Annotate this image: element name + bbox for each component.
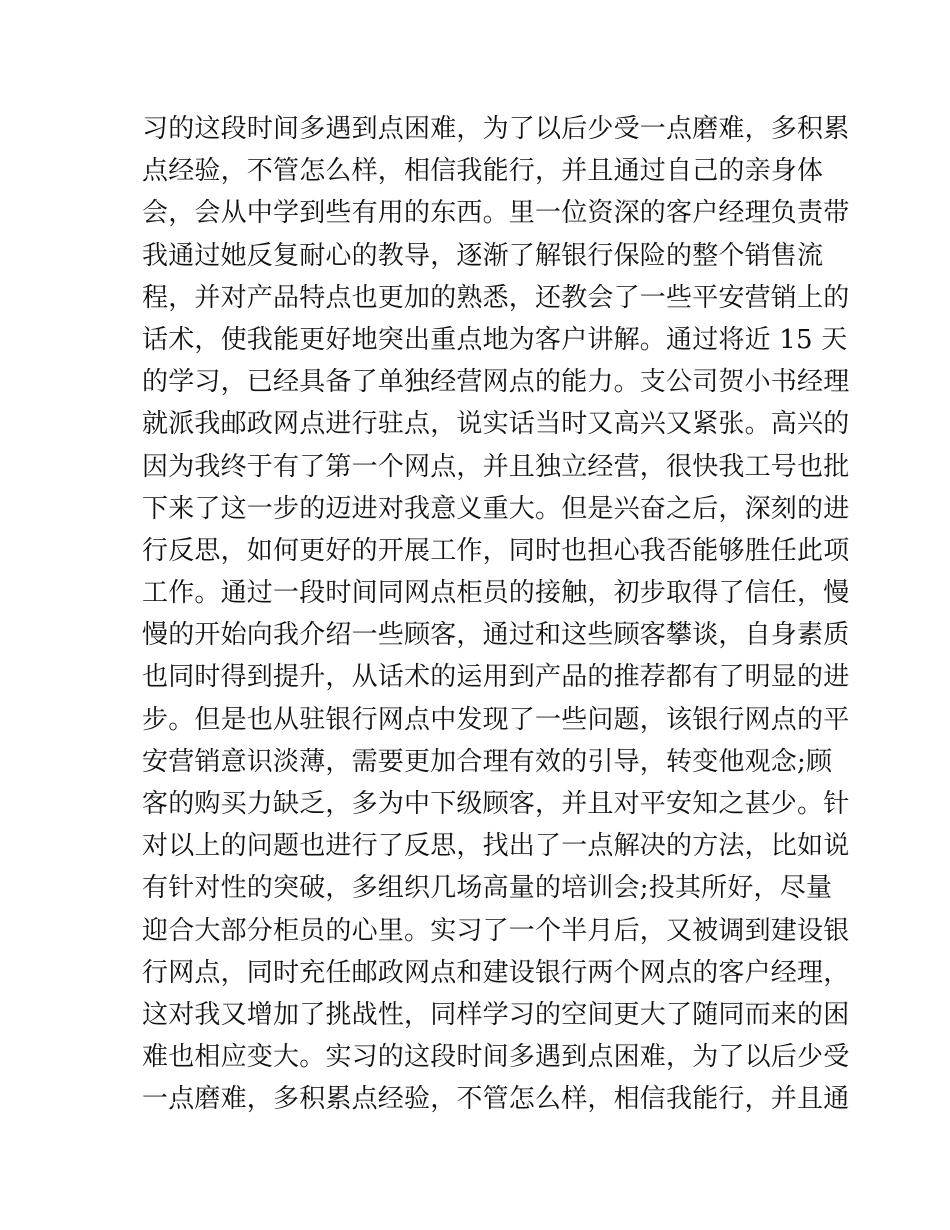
text-line: 工作。通过一段时间同网点柜员的接触，初步取得了信任，慢: [142, 578, 850, 609]
text-line: 习的这段时间多遇到点困难，为了以后少受一点磨难，多积累: [142, 114, 850, 144]
text-line: 行网点，同时充任邮政网点和建设银行两个网点的客户经理，: [142, 957, 850, 988]
document-body: [142, 108, 850, 1121]
text-line: 的学习，已经具备了单独经营网点的能力。支公司贺小书经理: [142, 367, 850, 398]
text-line: 因为我终于有了第一个网点，并且独立经营，很快我工号也批: [142, 451, 850, 482]
text-line: 也同时得到提升，从话术的运用到产品的推荐都有了明显的进: [142, 662, 850, 693]
text-line: 就派我邮政网点进行驻点，说实话当时又高兴又紧张。高兴的: [142, 409, 850, 440]
text-line: 会，会从中学到些有用的东西。里一位资深的客户经理负责带: [142, 198, 850, 229]
text-line: 难也相应变大。实习的这段时间多遇到点困难，为了以后少受: [142, 1042, 850, 1073]
text-line: 点经验，不管怎么样，相信我能行，并且通过自己的亲身体: [142, 156, 824, 187]
text-line: 这对我又增加了挑战性，同样学习的空间更大了随同而来的困: [142, 999, 850, 1030]
text-line: 一点磨难，多积累点经验，不管怎么样，相信我能行，并且通: [142, 1084, 850, 1115]
text-line: 慢的开始向我介绍一些顾客，通过和这些顾客攀谈，自身素质: [142, 620, 850, 651]
text-line: 客的购买力缺乏，多为中下级顾客，并且对平安知之甚少。针: [142, 789, 850, 819]
text-line: 行反思，如何更好的开展工作，同时也担心我否能够胜任此项: [142, 535, 850, 566]
text-line: 步。但是也从驻银行网点中发现了一些问题，该银行网点的平: [142, 704, 850, 735]
text-line: 有针对性的突破，多组织几场高量的培训会;投其所好，尽量: [142, 873, 833, 904]
text-line: 迎合大部分柜员的心里。实习了一个半月后，又被调到建设银: [142, 915, 850, 946]
text-line: 话术，使我能更好地突出重点地为客户讲解。通过将近 15 天: [142, 324, 848, 355]
text-line: 安营销意识淡薄，需要更加合理有效的引导，转变他观念;顾: [142, 746, 833, 777]
text-line: 程，并对产品特点也更加的熟悉，还教会了一些平安营销上的: [142, 282, 850, 313]
text-line: 对以上的问题也进行了反思，找出了一点解决的方法，比如说: [142, 831, 850, 862]
text-line: 我通过她反复耐心的教导，逐渐了解银行保险的整个销售流: [142, 240, 824, 271]
text-line: 下来了这一步的迈进对我意义重大。但是兴奋之后，深刻的进: [142, 493, 850, 524]
